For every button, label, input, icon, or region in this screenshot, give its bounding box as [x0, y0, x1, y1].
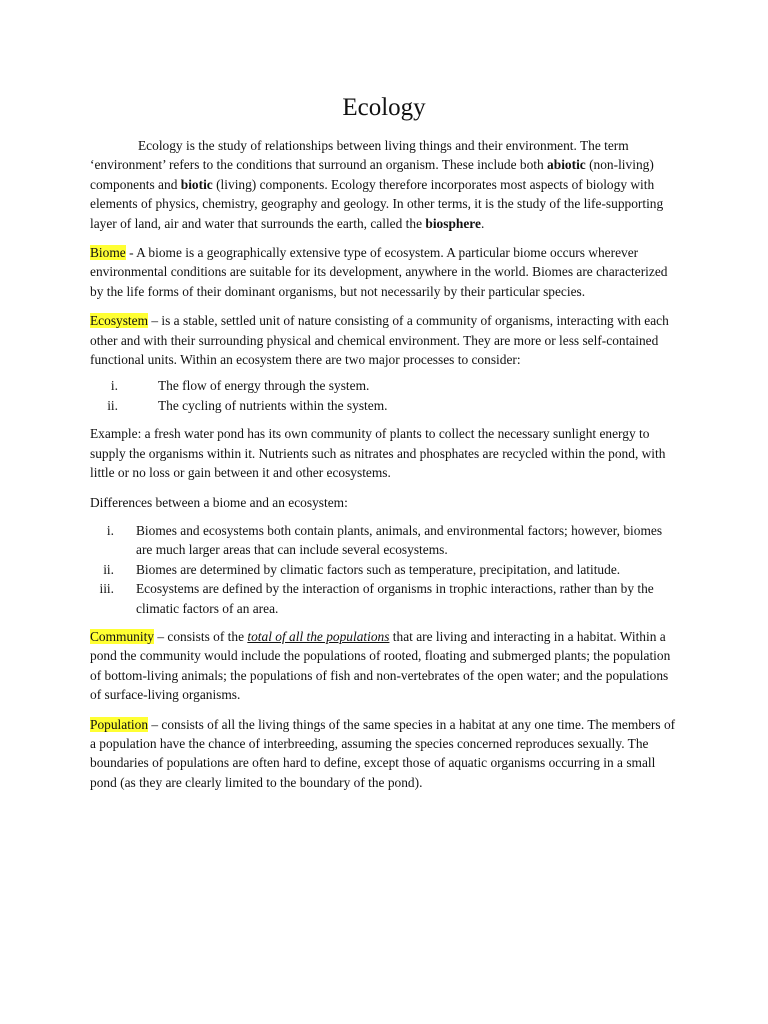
- document-title: Ecology: [342, 94, 426, 121]
- term-community: Community: [90, 628, 154, 644]
- list-item: [90, 376, 680, 395]
- list-text: Biomes are determined by climatic factors such as temperature, precipitation, and latitude.: [136, 561, 621, 577]
- biome-paragraph: [90, 243, 680, 301]
- term-abiotic: abiotic: [547, 157, 586, 173]
- term-population: Population: [90, 716, 149, 732]
- intro-paragraph: [90, 136, 680, 233]
- list-text: The cycling of nutrients within the system.: [158, 397, 388, 413]
- community-text-1: – consists of the: [154, 628, 248, 644]
- term-ecosystem: Ecosystem: [90, 313, 149, 329]
- ecosystem-definition: – is a stable, settled unit of nature consisting of a community of organisms, interacting with each other and with their surrounding physical and chemical environment. They are more or less self-contained functional units. Within an ecosystem there are two major processes to consider:: [90, 313, 669, 368]
- list-number: i.: [106, 522, 114, 538]
- population-definition: – consists of all the living things of the same species in a habitat at any one time. The members of a population have the chance of interbreeding, assuming the species concerned reproduces sexually. The boundaries of populations are often hard to define, except those of aquatic organisms occurring in a small pond (as they are clearly limited to the boundary of the pond).: [90, 716, 676, 790]
- intro-text-3: (living) components. Ecology therefore incorporates most aspects of biology with elements of physics, chemistry, geography and geology. In other terms, it is the study of the life-supporting layer of land, air and water that surrounds the earth, called the: [90, 176, 664, 231]
- document-body: [90, 136, 680, 802]
- list-number: i.: [110, 378, 118, 394]
- intro-text-2: (non-living) components and: [90, 157, 654, 192]
- list-number: ii.: [107, 397, 118, 413]
- differences-list: [90, 521, 680, 618]
- term-biotic: biotic: [180, 176, 213, 192]
- list-text: Biomes and ecosystems both contain plants, animals, and environmental factors; however, biomes are much larger areas that can include several ecosystems.: [136, 522, 663, 558]
- intro-text-4: .: [480, 215, 485, 231]
- community-emphasis: total of all the populations: [247, 628, 390, 644]
- term-biome: Biome: [90, 245, 126, 261]
- intro-text-1: Ecology is the study of relationships between living things and their environment. The term ‘environment’ refers to the conditions that surround an organism. These include both: [90, 138, 629, 173]
- term-biosphere: biosphere: [425, 215, 481, 231]
- list-item: [90, 560, 680, 579]
- biome-definition: - A biome is a geographically extensive type of ecosystem. A particular biome occurs wherever environmental conditions are suitable for its development, anywhere in the world. Biomes are characterized by the life forms of their dominant organisms, but not necessarily by their particular species.: [90, 245, 668, 299]
- ecosystem-process-list: [90, 376, 680, 415]
- population-paragraph: [90, 715, 680, 793]
- ecosystem-paragraph: [90, 311, 680, 369]
- community-paragraph: [90, 627, 680, 705]
- list-number: ii.: [103, 561, 114, 577]
- list-item: [90, 579, 680, 618]
- list-text: The flow of energy through the system.: [158, 378, 370, 394]
- list-text: Ecosystems are defined by the interaction of organisms in trophic interactions, rather than by the climatic factors of an area.: [136, 581, 654, 616]
- list-item: [90, 521, 680, 560]
- differences-heading: Differences between a biome and an ecosystem:: [90, 494, 348, 510]
- community-text-2: that are living and interacting in a habitat. Within a pond the community would include the populations of rooted, floating and submerged plants; the population of bottom-living animals; the populations of fish and non-vertebrates of the open water; and the populations of surface-living organisms.: [90, 628, 671, 703]
- list-item: [90, 396, 680, 415]
- example-paragraph: Example: a fresh water pond has its own community of plants to collect the necessary sunlight energy to supply the organisms within it. Nutrients such as nitrates and phosphates are recycled within the pond, with little or no loss or gain between it and other ecosystems.: [90, 426, 666, 481]
- list-number: iii.: [99, 581, 114, 597]
